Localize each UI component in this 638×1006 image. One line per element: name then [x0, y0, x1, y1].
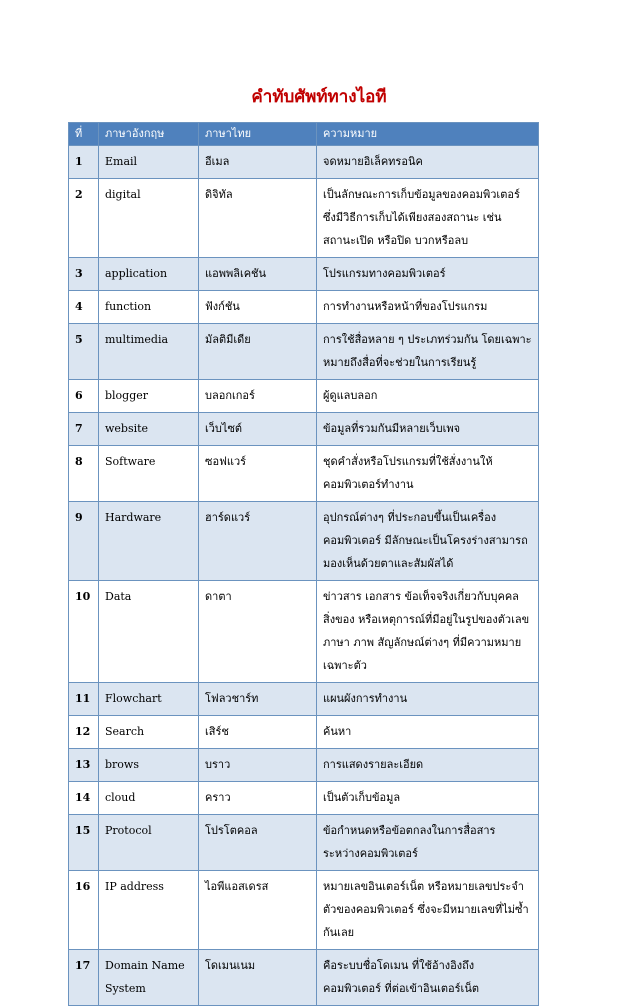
english-term: Hardware — [99, 502, 199, 581]
table-row — [69, 324, 539, 380]
english-term: Domain Name System — [99, 950, 199, 1006]
row-number: 8 — [69, 446, 99, 502]
english-term: Protocol — [99, 815, 199, 871]
row-number: 4 — [69, 291, 99, 324]
term-meaning: ข้อกำหนดหรือข้อตกลงในการสื่อสารระหว่างคอมพิวเตอร์ — [317, 815, 539, 871]
table-row — [69, 871, 539, 950]
table-row — [69, 446, 539, 502]
english-term: function — [99, 291, 199, 324]
thai-term: ไอพีแอสเดรส — [199, 871, 317, 950]
row-number: 15 — [69, 815, 99, 871]
row-number: 2 — [69, 179, 99, 258]
english-term: Flowchart — [99, 683, 199, 716]
thai-term: ซอฟแวร์ — [199, 446, 317, 502]
thai-term: โฟลวชาร์ท — [199, 683, 317, 716]
vocabulary-table — [68, 122, 539, 1006]
table-body — [69, 146, 539, 1006]
term-meaning: ผู้ดูแลบลอก — [317, 380, 539, 413]
term-meaning: การใช้สื่อหลาย ๆ ประเภทร่วมกัน โดยเฉพาะหมายถึงสื่อที่จะช่วยในการเรียนรู้ — [317, 324, 539, 380]
term-meaning: ค้นหา — [317, 716, 539, 749]
thai-term: ดาตา — [199, 581, 317, 683]
term-meaning: เป็นตัวเก็บข้อมูล — [317, 782, 539, 815]
row-number: 12 — [69, 716, 99, 749]
term-meaning: การทำงานหรือหน้าที่ของโปรแกรม — [317, 291, 539, 324]
table-header-row — [69, 123, 539, 146]
english-term: Software — [99, 446, 199, 502]
row-number: 16 — [69, 871, 99, 950]
english-term: Data — [99, 581, 199, 683]
term-meaning: การแสดงรายละเอียด — [317, 749, 539, 782]
table-row — [69, 502, 539, 581]
term-meaning: หมายเลขอินเตอร์เน็ต หรือหมายเลขประจำตัวของคอมพิวเตอร์ ซึ่งจะมีหมายเลขที่ไม่ซ้ำกันเลย — [317, 871, 539, 950]
column-header-english: ภาษาอังกฤษ — [99, 123, 199, 146]
table-row — [69, 179, 539, 258]
row-number: 3 — [69, 258, 99, 291]
term-meaning: ข่าวสาร เอกสาร ข้อเท็จจริงเกี่ยวกับบุคคล สิ่งของ หรือเหตุการณ์ที่มีอยู่ในรูปของตัวเลข ภาษา ภาพ สัญลักษณ์ต่างๆ ที่มีความหมายเฉพาะตัว — [317, 581, 539, 683]
row-number: 10 — [69, 581, 99, 683]
thai-term: บราว — [199, 749, 317, 782]
table-row — [69, 749, 539, 782]
table-row — [69, 683, 539, 716]
thai-term: อีเมล — [199, 146, 317, 179]
page-title: คำทับศัพท์ทางไอที — [251, 87, 387, 107]
table-row — [69, 146, 539, 179]
term-meaning: คือระบบชื่อโดเมน ที่ใช้อ้างอิงถึงคอมพิวเตอร์ ที่ต่อเข้าอินเตอร์เน็ต — [317, 950, 539, 1006]
row-number: 1 — [69, 146, 99, 179]
thai-term: เสิร์ช — [199, 716, 317, 749]
thai-term: ฟังก์ชัน — [199, 291, 317, 324]
term-meaning: อุปกรณ์ต่างๆ ที่ประกอบขึ้นเป็นเครื่องคอมพิวเตอร์ มีลักษณะเป็นโครงร่างสามารถมองเห็นด้วยตาและสัมผัสได้ — [317, 502, 539, 581]
english-term: brows — [99, 749, 199, 782]
thai-term: โดเมนเนม — [199, 950, 317, 1006]
row-number: 5 — [69, 324, 99, 380]
row-number: 13 — [69, 749, 99, 782]
table-row — [69, 581, 539, 683]
thai-term: แอพพลิเคชัน — [199, 258, 317, 291]
thai-term: เว็บไซต์ — [199, 413, 317, 446]
table-row — [69, 413, 539, 446]
thai-term: คราว — [199, 782, 317, 815]
column-header-thai: ภาษาไทย — [199, 123, 317, 146]
row-number: 14 — [69, 782, 99, 815]
english-term: IP address — [99, 871, 199, 950]
row-number: 6 — [69, 380, 99, 413]
thai-term: โปรโตคอล — [199, 815, 317, 871]
row-number: 7 — [69, 413, 99, 446]
english-term: Search — [99, 716, 199, 749]
thai-term: บลอกเกอร์ — [199, 380, 317, 413]
row-number: 11 — [69, 683, 99, 716]
table-row — [69, 782, 539, 815]
english-term: Email — [99, 146, 199, 179]
english-term: cloud — [99, 782, 199, 815]
english-term: website — [99, 413, 199, 446]
term-meaning: โปรแกรมทางคอมพิวเตอร์ — [317, 258, 539, 291]
row-number: 17 — [69, 950, 99, 1006]
column-header-number: ที่ — [69, 123, 99, 146]
table-row — [69, 291, 539, 324]
english-term: application — [99, 258, 199, 291]
english-term: multimedia — [99, 324, 199, 380]
table-row — [69, 950, 539, 1006]
row-number: 9 — [69, 502, 99, 581]
term-meaning: จดหมายอิเล็คทรอนิค — [317, 146, 539, 179]
thai-term: ดิจิทัล — [199, 179, 317, 258]
table-row — [69, 258, 539, 291]
column-header-meaning: ความหมาย — [317, 123, 539, 146]
table-row — [69, 716, 539, 749]
table-row — [69, 815, 539, 871]
term-meaning: เป็นลักษณะการเก็บข้อมูลของคอมพิวเตอร์ ซึ่งมีวิธีการเก็บได้เพียงสองสถานะ เช่น สถานะเปิด หรือปิด บวกหรือลบ — [317, 179, 539, 258]
term-meaning: แผนผังการทำงาน — [317, 683, 539, 716]
thai-term: มัลติมีเดีย — [199, 324, 317, 380]
english-term: digital — [99, 179, 199, 258]
term-meaning: ชุดคำสั่งหรือโปรแกรมที่ใช้สั่งงานให้คอมพิวเตอร์ทำงาน — [317, 446, 539, 502]
english-term: blogger — [99, 380, 199, 413]
thai-term: ฮาร์ดแวร์ — [199, 502, 317, 581]
term-meaning: ข้อมูลที่รวมกันมีหลายเว็บเพจ — [317, 413, 539, 446]
table-row — [69, 380, 539, 413]
